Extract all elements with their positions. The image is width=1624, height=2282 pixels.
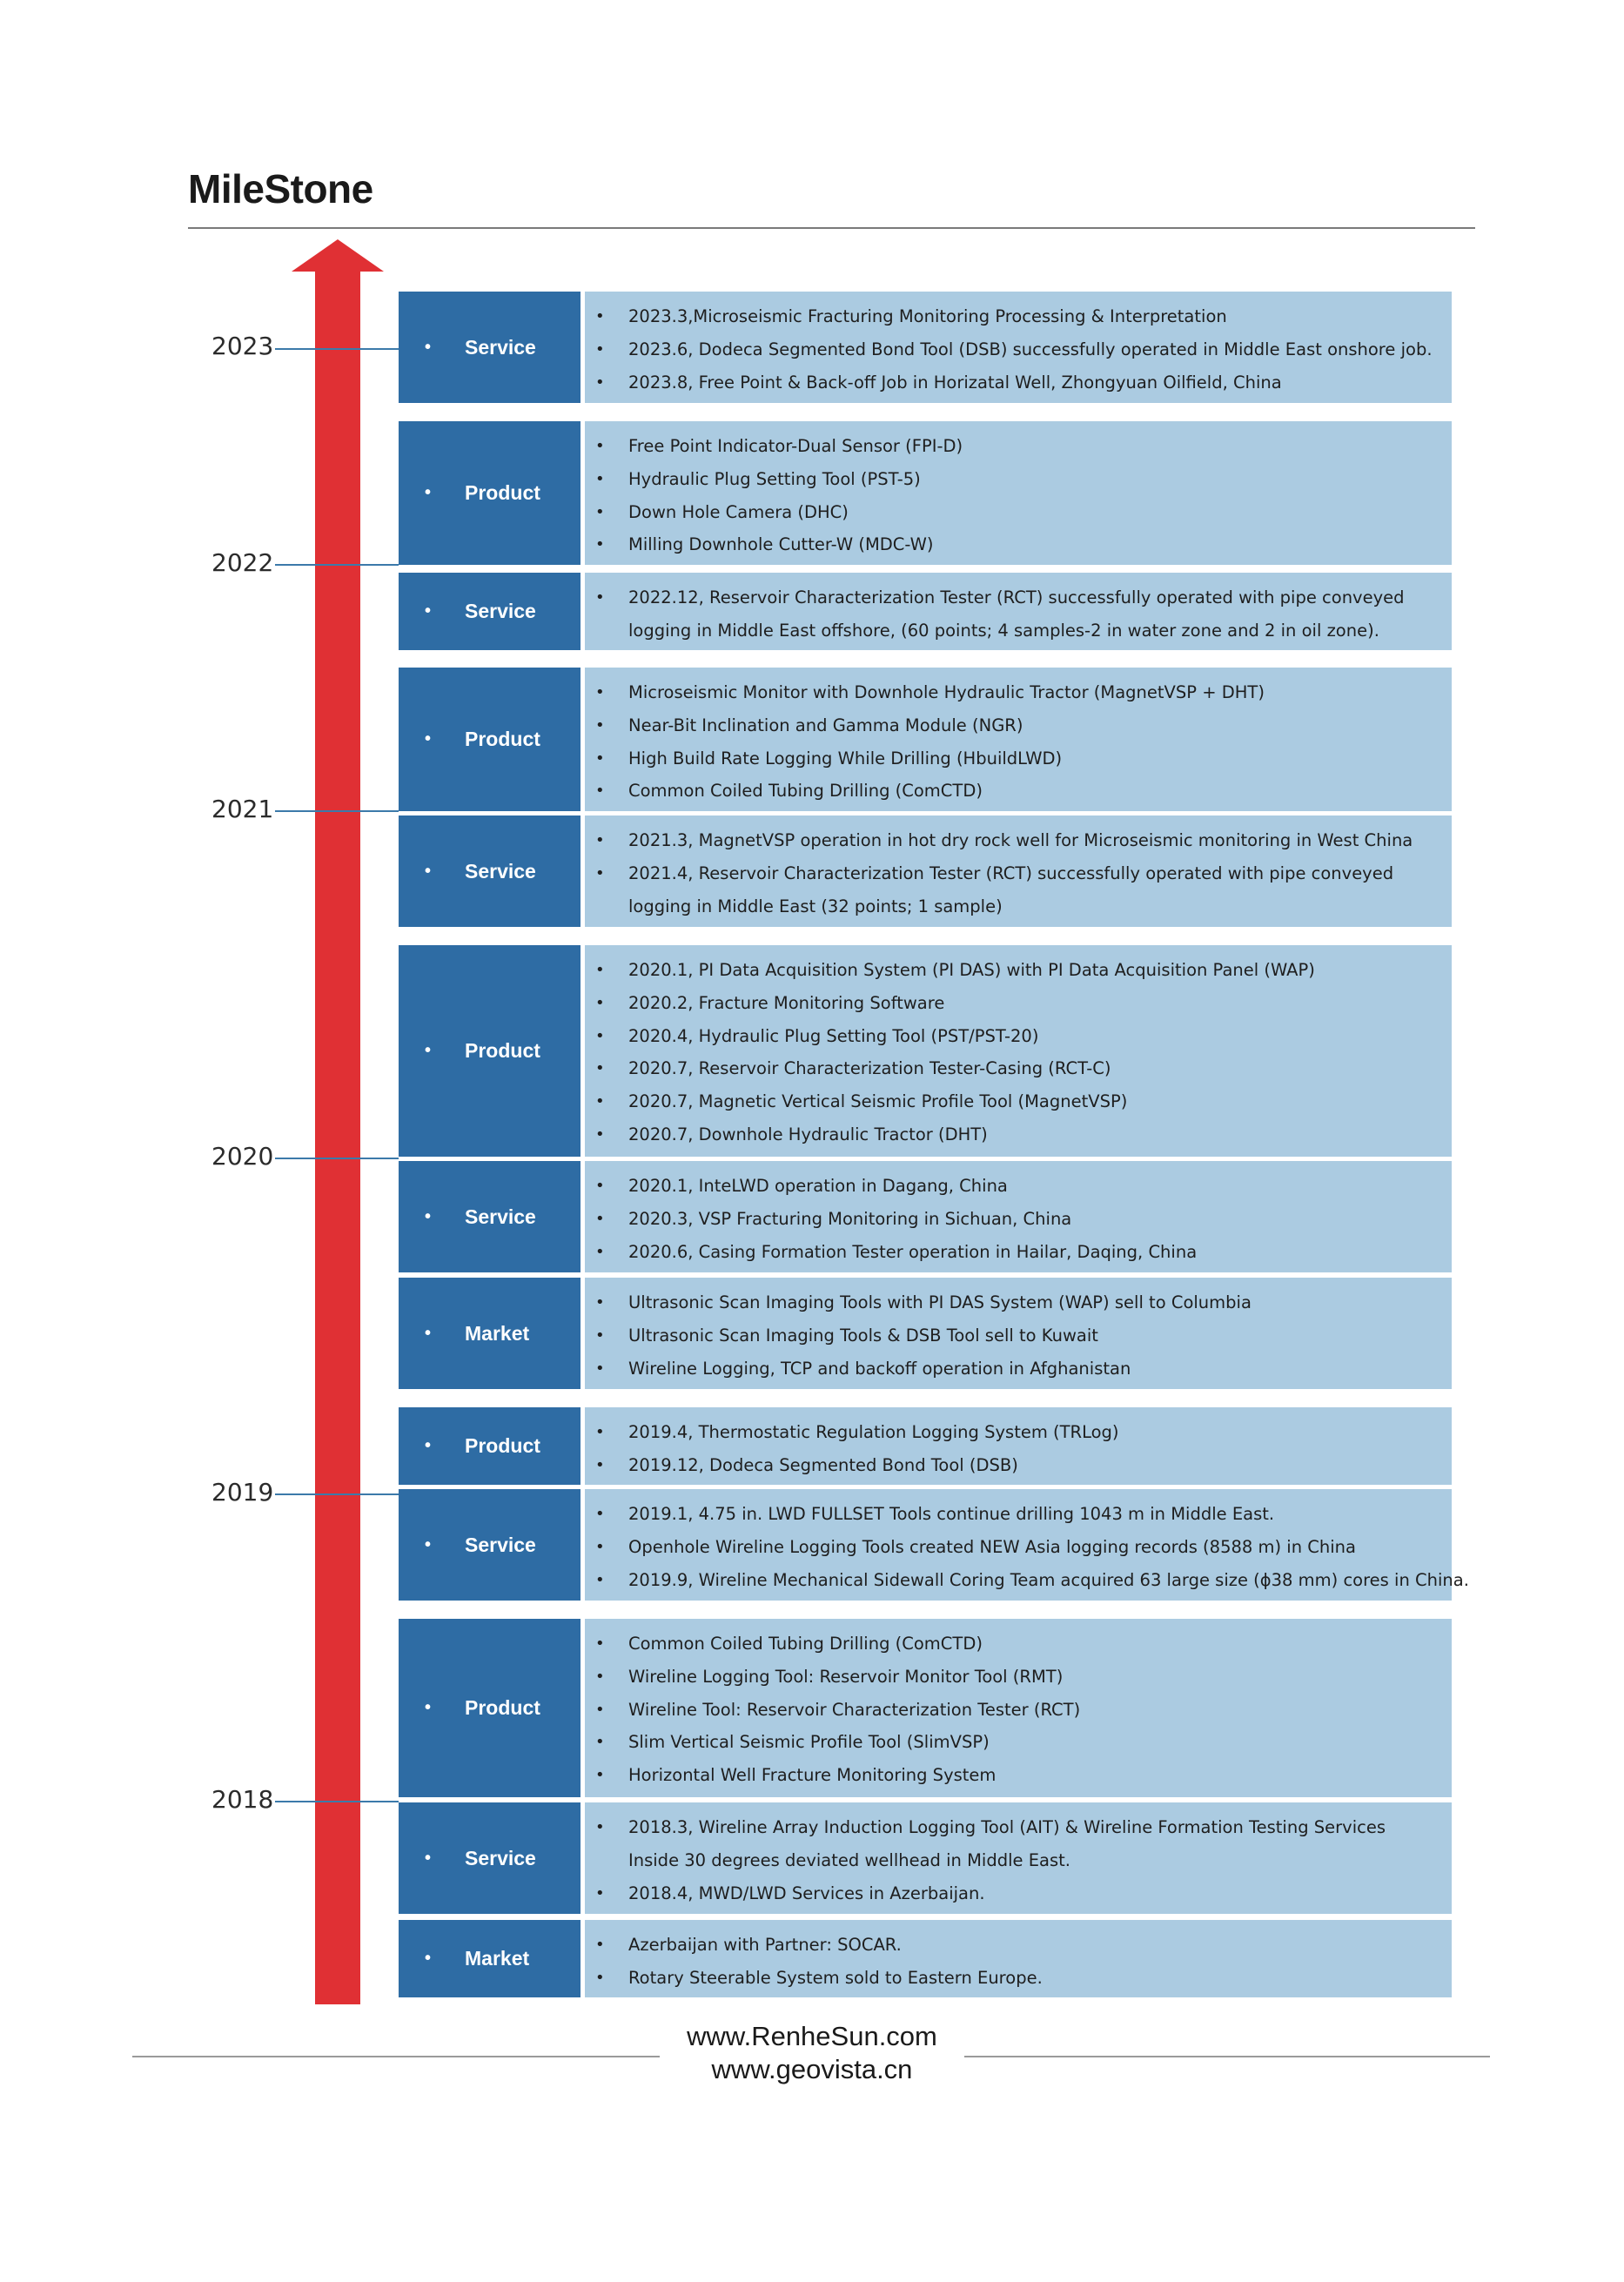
list-item: • Down Hole Camera (DHC)	[585, 496, 1452, 529]
list-item: • 2020.2, Fracture Monitoring Software	[585, 987, 1452, 1020]
year-connector	[275, 810, 399, 812]
items-cell	[585, 1802, 1452, 1914]
footer-divider-left	[132, 2056, 660, 2057]
items-cell	[585, 1278, 1452, 1389]
items-cell	[585, 815, 1452, 927]
year-connector	[275, 1493, 399, 1495]
milestone-row	[399, 1920, 1452, 1997]
list-item: • Horizontal Well Fracture Monitoring System	[585, 1759, 1452, 1792]
category-cell: • Product	[399, 1619, 580, 1797]
milestone-row	[399, 292, 1452, 403]
milestone-row	[399, 1161, 1452, 1272]
category-label: Service	[465, 1205, 536, 1228]
list-item: • 2020.7, Downhole Hydraulic Tractor (DHT)	[585, 1118, 1452, 1151]
footer-link-renhesun[interactable]: www.RenheSun.com	[687, 2021, 937, 2051]
items-cell	[585, 1619, 1452, 1797]
category-cell: • Service	[399, 573, 580, 650]
category-cell: • Service	[399, 292, 580, 403]
category-label: Product	[465, 481, 540, 504]
category-cell: • Product	[399, 421, 580, 565]
category-label: Product	[465, 1434, 540, 1457]
list-item: logging in Middle East (32 points; 1 sample)	[628, 896, 1003, 916]
milestone-row	[399, 1278, 1452, 1389]
list-item: • 2020.7, Magnetic Vertical Seismic Profile Tool (MagnetVSP)	[585, 1085, 1452, 1118]
list-item: • 2020.3, VSP Fracturing Monitoring in Sichuan, China	[585, 1203, 1452, 1236]
list-item: • Wireline Tool: Reservoir Characterization Tester (RCT)	[585, 1694, 1452, 1727]
milestone-row	[399, 815, 1452, 927]
milestone-row	[399, 421, 1452, 565]
items-cell	[585, 421, 1452, 565]
list-item: • 2023.3,Microseismic Fracturing Monitoring Processing & Interpretation	[585, 300, 1452, 333]
year-label: 2021	[211, 795, 274, 823]
list-item: • Hydraulic Plug Setting Tool (PST-5)	[585, 463, 1452, 496]
list-item: logging in Middle East offshore, (60 points; 4 samples-2 in water zone and 2 in oil zone).	[628, 620, 1379, 641]
milestone-row	[399, 1802, 1452, 1914]
milestone-row	[399, 573, 1452, 650]
category-label: Service	[465, 600, 536, 622]
category-label: Service	[465, 859, 536, 883]
list-item: • 2019.4, Thermostatic Regulation Logging System (TRLog)	[585, 1416, 1452, 1449]
list-item: • 2020.7, Reservoir Characterization Tester-Casing (RCT-C)	[585, 1052, 1452, 1085]
category-cell: • Product	[399, 668, 580, 811]
year-connector	[275, 1158, 399, 1159]
list-item: • Free Point Indicator-Dual Sensor (FPI-D)	[585, 430, 1452, 463]
year-connector	[275, 1801, 399, 1802]
category-cell: • Service	[399, 1161, 580, 1272]
list-item: • 2021.4, Reservoir Characterization Tester (RCT) successfully operated with pipe conveyed	[585, 857, 1452, 890]
category-label: Product	[465, 1039, 540, 1062]
list-item: • 2020.1, InteLWD operation in Dagang, China	[585, 1170, 1452, 1203]
list-item: • 2021.3, MagnetVSP operation in hot dry rock well for Microseismic monitoring in West China	[585, 824, 1452, 857]
items-cell	[585, 1407, 1452, 1485]
category-label: Service	[465, 1533, 536, 1556]
list-item: • Ultrasonic Scan Imaging Tools & DSB Tool sell to Kuwait	[585, 1319, 1452, 1352]
category-label: Product	[465, 728, 540, 750]
milestone-row	[399, 1619, 1452, 1797]
list-item: • 2020.1, PI Data Acquisition System (PI DAS) with PI Data Acquisition Panel (WAP)	[585, 954, 1452, 987]
list-item: • 2020.4, Hydraulic Plug Setting Tool (PST/PST-20)	[585, 1020, 1452, 1053]
list-item: • 2023.6, Dodeca Segmented Bond Tool (DSB) successfully operated in Middle East onshore job.	[585, 333, 1452, 366]
list-item: • 2023.8, Free Point & Back-off Job in Horizatal Well, Zhongyuan Oilfield, China	[585, 366, 1452, 399]
category-label: Service	[465, 335, 536, 359]
list-item: • Openhole Wireline Logging Tools created NEW Asia logging records (8588 m) in China	[585, 1531, 1452, 1564]
items-cell	[585, 945, 1452, 1157]
year-label: 2018	[211, 1785, 274, 1814]
category-cell: • Product	[399, 1407, 580, 1485]
year-label: 2022	[211, 548, 274, 577]
list-item: • Near-Bit Inclination and Gamma Module (NGR)	[585, 709, 1452, 742]
milestone-row	[399, 668, 1452, 811]
milestone-row	[399, 1407, 1452, 1485]
year-label: 2020	[211, 1142, 274, 1171]
footer-link-geovista[interactable]: www.geovista.cn	[711, 2054, 913, 2084]
list-item: • Microseismic Monitor with Downhole Hydraulic Tractor (MagnetVSP + DHT)	[585, 676, 1452, 709]
list-item: • Azerbaijan with Partner: SOCAR.	[585, 1929, 1452, 1962]
category-cell: • Service	[399, 1802, 580, 1914]
items-cell	[585, 1161, 1452, 1272]
year-connector	[275, 348, 399, 350]
list-item: • High Build Rate Logging While Drilling (HbuildLWD)	[585, 742, 1452, 775]
list-item: • Wireline Logging, TCP and backoff operation in Afghanistan	[585, 1352, 1452, 1386]
year-connector	[275, 564, 399, 566]
list-item: • Common Coiled Tubing Drilling (ComCTD)	[585, 1628, 1452, 1661]
timeline-arrow-shape	[292, 239, 384, 2004]
category-label: Market	[465, 1947, 530, 1970]
list-item: • 2020.6, Casing Formation Tester operation in Hailar, Daqing, China	[585, 1236, 1452, 1269]
category-label: Market	[465, 1321, 530, 1345]
list-item: • Wireline Logging Tool: Reservoir Monitor Tool (RMT)	[585, 1661, 1452, 1694]
items-cell	[585, 1489, 1469, 1601]
list-item: • 2019.1, 4.75 in. LWD FULLSET Tools continue drilling 1043 m in Middle East.	[585, 1498, 1452, 1531]
list-item: • 2019.9, Wireline Mechanical Sidewall Coring Team acquired 63 large size (ϕ38 mm) cores in China.	[585, 1564, 1452, 1597]
list-item: • Rotary Steerable System sold to Eastern Europe.	[585, 1962, 1452, 1995]
items-cell	[585, 573, 1452, 650]
list-item: • Ultrasonic Scan Imaging Tools with PI DAS System (WAP) sell to Columbia	[585, 1286, 1452, 1319]
list-item: • 2019.12, Dodeca Segmented Bond Tool (DSB)	[585, 1449, 1452, 1482]
items-cell	[585, 1920, 1452, 1997]
list-item: • 2018.3, Wireline Array Induction Logging Tool (AIT) & Wireline Formation Testing Services	[585, 1811, 1452, 1844]
category-cell: • Market	[399, 1920, 580, 1997]
category-label: Service	[465, 1846, 536, 1869]
category-cell: • Service	[399, 815, 580, 927]
milestone-row	[399, 1489, 1469, 1601]
list-item: Inside 30 degrees deviated wellhead in Middle East.	[628, 1849, 1070, 1870]
milestone-row	[399, 945, 1452, 1157]
category-cell: • Product	[399, 945, 580, 1157]
list-item: • Milling Downhole Cutter-W (MDC-W)	[585, 528, 1452, 561]
items-cell	[585, 292, 1452, 403]
year-label: 2023	[211, 332, 274, 360]
category-cell: • Market	[399, 1278, 580, 1389]
category-label: Product	[465, 1696, 540, 1719]
category-cell: • Service	[399, 1489, 580, 1601]
footer-divider-right	[964, 2056, 1490, 2057]
items-cell	[585, 668, 1452, 811]
list-item: • Slim Vertical Seismic Profile Tool (SlimVSP)	[585, 1726, 1452, 1759]
year-label: 2019	[211, 1478, 274, 1507]
page-title: MileStone	[188, 166, 373, 211]
list-item: • 2018.4, MWD/LWD Services in Azerbaijan.	[585, 1877, 1452, 1910]
list-item: • 2022.12, Reservoir Characterization Tester (RCT) successfully operated with pipe conveyed	[585, 581, 1452, 614]
list-item: • Common Coiled Tubing Drilling (ComCTD)	[585, 775, 1452, 808]
